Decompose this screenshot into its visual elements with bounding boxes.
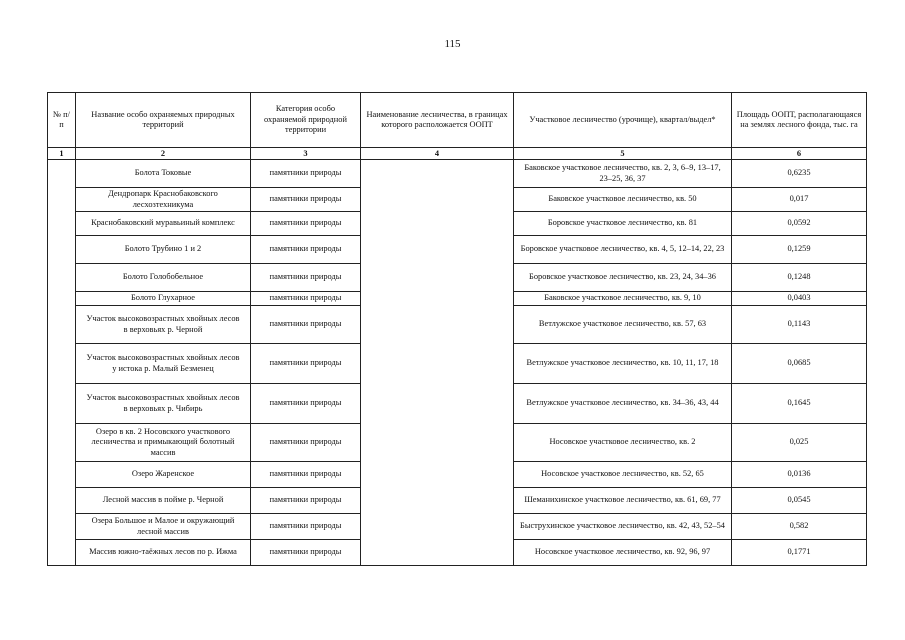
- area-name-cell: Озеро Жаренское: [76, 462, 251, 488]
- area-name-cell: Болото Голобобельное: [76, 264, 251, 292]
- category-cell: памятники природы: [251, 188, 361, 212]
- district-cell: Шеманихинское участковое лесничество, кв. 61, 69, 77: [514, 488, 732, 514]
- header-cell-name: Название особо охраняемых природных территорий: [76, 93, 251, 148]
- district-cell: Баковское участковое лесничество, кв. 50: [514, 188, 732, 212]
- category-cell: памятники природы: [251, 424, 361, 462]
- district-cell: Ветлужское участковое лесничество, кв. 57, 63: [514, 306, 732, 344]
- area-value-cell: 0,0685: [732, 344, 867, 384]
- category-cell: памятники природы: [251, 212, 361, 236]
- category-cell: памятники природы: [251, 292, 361, 306]
- area-name-cell: Озера Большое и Малое и окружающий лесной массив: [76, 514, 251, 540]
- category-cell: памятники природы: [251, 540, 361, 566]
- area-name-cell: Участок высоковозрастных хвойных лесов в верховьях р. Чибирь: [76, 384, 251, 424]
- district-cell: Боровское участковое лесничество, кв. 4, 5, 12–14, 22, 23: [514, 236, 732, 264]
- column-number: 4: [361, 148, 514, 160]
- column-number: 1: [48, 148, 76, 160]
- header-cell-district: Участковое лесничество (урочище), квартал/выдел*: [514, 93, 732, 148]
- protected-areas-table: [47, 92, 867, 566]
- area-value-cell: 0,0136: [732, 462, 867, 488]
- category-cell: памятники природы: [251, 264, 361, 292]
- category-cell: памятники природы: [251, 488, 361, 514]
- column-number: 6: [732, 148, 867, 160]
- area-name-cell: Болота Токовые: [76, 160, 251, 188]
- district-cell: Носовское участковое лесничество, кв. 2: [514, 424, 732, 462]
- area-value-cell: 0,017: [732, 188, 867, 212]
- category-cell: памятники природы: [251, 514, 361, 540]
- area-value-cell: 0,6235: [732, 160, 867, 188]
- district-cell: Боровское участковое лесничество, кв. 81: [514, 212, 732, 236]
- district-cell: Быструхинское участковое лесничество, кв. 42, 43, 52–54: [514, 514, 732, 540]
- area-name-cell: Массив южно-таёжных лесов по р. Ижма: [76, 540, 251, 566]
- area-name-cell: Участок высоковозрастных хвойных лесов в верховьях р. Черной: [76, 306, 251, 344]
- district-cell: Боровское участковое лесничество, кв. 23, 24, 34–36: [514, 264, 732, 292]
- district-cell: Баковское участковое лесничество, кв. 2, 3, 6–9, 13–17, 23–25, 36, 37: [514, 160, 732, 188]
- district-cell: Ветлужское участковое лесничество, кв. 34–36, 43, 44: [514, 384, 732, 424]
- district-cell: Ветлужское участковое лесничество, кв. 10, 11, 17, 18: [514, 344, 732, 384]
- area-name-cell: Участок высоковозрастных хвойных лесов у истока р. Малый Безменец: [76, 344, 251, 384]
- district-cell: Носовское участковое лесничество, кв. 92, 96, 97: [514, 540, 732, 566]
- column-number: 2: [76, 148, 251, 160]
- table-body: [48, 160, 867, 566]
- area-value-cell: 0,1645: [732, 384, 867, 424]
- area-value-cell: 0,1771: [732, 540, 867, 566]
- category-cell: памятники природы: [251, 306, 361, 344]
- district-cell: Носовское участковое лесничество, кв. 52, 65: [514, 462, 732, 488]
- area-name-cell: Дендропарк Краснобаковского лесхозтехникума: [76, 188, 251, 212]
- area-value-cell: 0,0403: [732, 292, 867, 306]
- category-cell: памятники природы: [251, 344, 361, 384]
- area-value-cell: 0,0592: [732, 212, 867, 236]
- category-cell: памятники природы: [251, 236, 361, 264]
- category-cell: памятники природы: [251, 160, 361, 188]
- category-cell: памятники природы: [251, 462, 361, 488]
- area-name-cell: Озеро в кв. 2 Носовского участкового лесничества и примыкающий болотный массив: [76, 424, 251, 462]
- area-value-cell: 0,1259: [732, 236, 867, 264]
- area-name-cell: Лесной массив в пойме р. Черной: [76, 488, 251, 514]
- header-cell-number: № п/п: [48, 93, 76, 148]
- column-number: 5: [514, 148, 732, 160]
- header-row: [48, 93, 867, 148]
- area-value-cell: 0,025: [732, 424, 867, 462]
- header-cell-area: Площадь ООПТ, располагающаяся на землях лесного фонда, тыс. га: [732, 93, 867, 148]
- column-number-row: [48, 148, 867, 160]
- column-number: 3: [251, 148, 361, 160]
- forestry-cell: [361, 160, 514, 566]
- header-cell-category: Категория особо охраняемой природной территории: [251, 93, 361, 148]
- table-row: [48, 160, 867, 188]
- category-cell: памятники природы: [251, 384, 361, 424]
- area-value-cell: 0,0545: [732, 488, 867, 514]
- area-name-cell: Болото Трубино 1 и 2: [76, 236, 251, 264]
- area-value-cell: 0,582: [732, 514, 867, 540]
- page-number: 115: [444, 38, 461, 50]
- area-value-cell: 0,1248: [732, 264, 867, 292]
- row-number-cell: [48, 160, 76, 566]
- header-cell-forestry: Наименование лесничества, в границах которого расположается ООПТ: [361, 93, 514, 148]
- district-cell: Баковское участковое лесничество, кв. 9, 10: [514, 292, 732, 306]
- area-name-cell: Болото Глухарное: [76, 292, 251, 306]
- area-name-cell: Краснобаковский муравьиный комплекс: [76, 212, 251, 236]
- area-value-cell: 0,1143: [732, 306, 867, 344]
